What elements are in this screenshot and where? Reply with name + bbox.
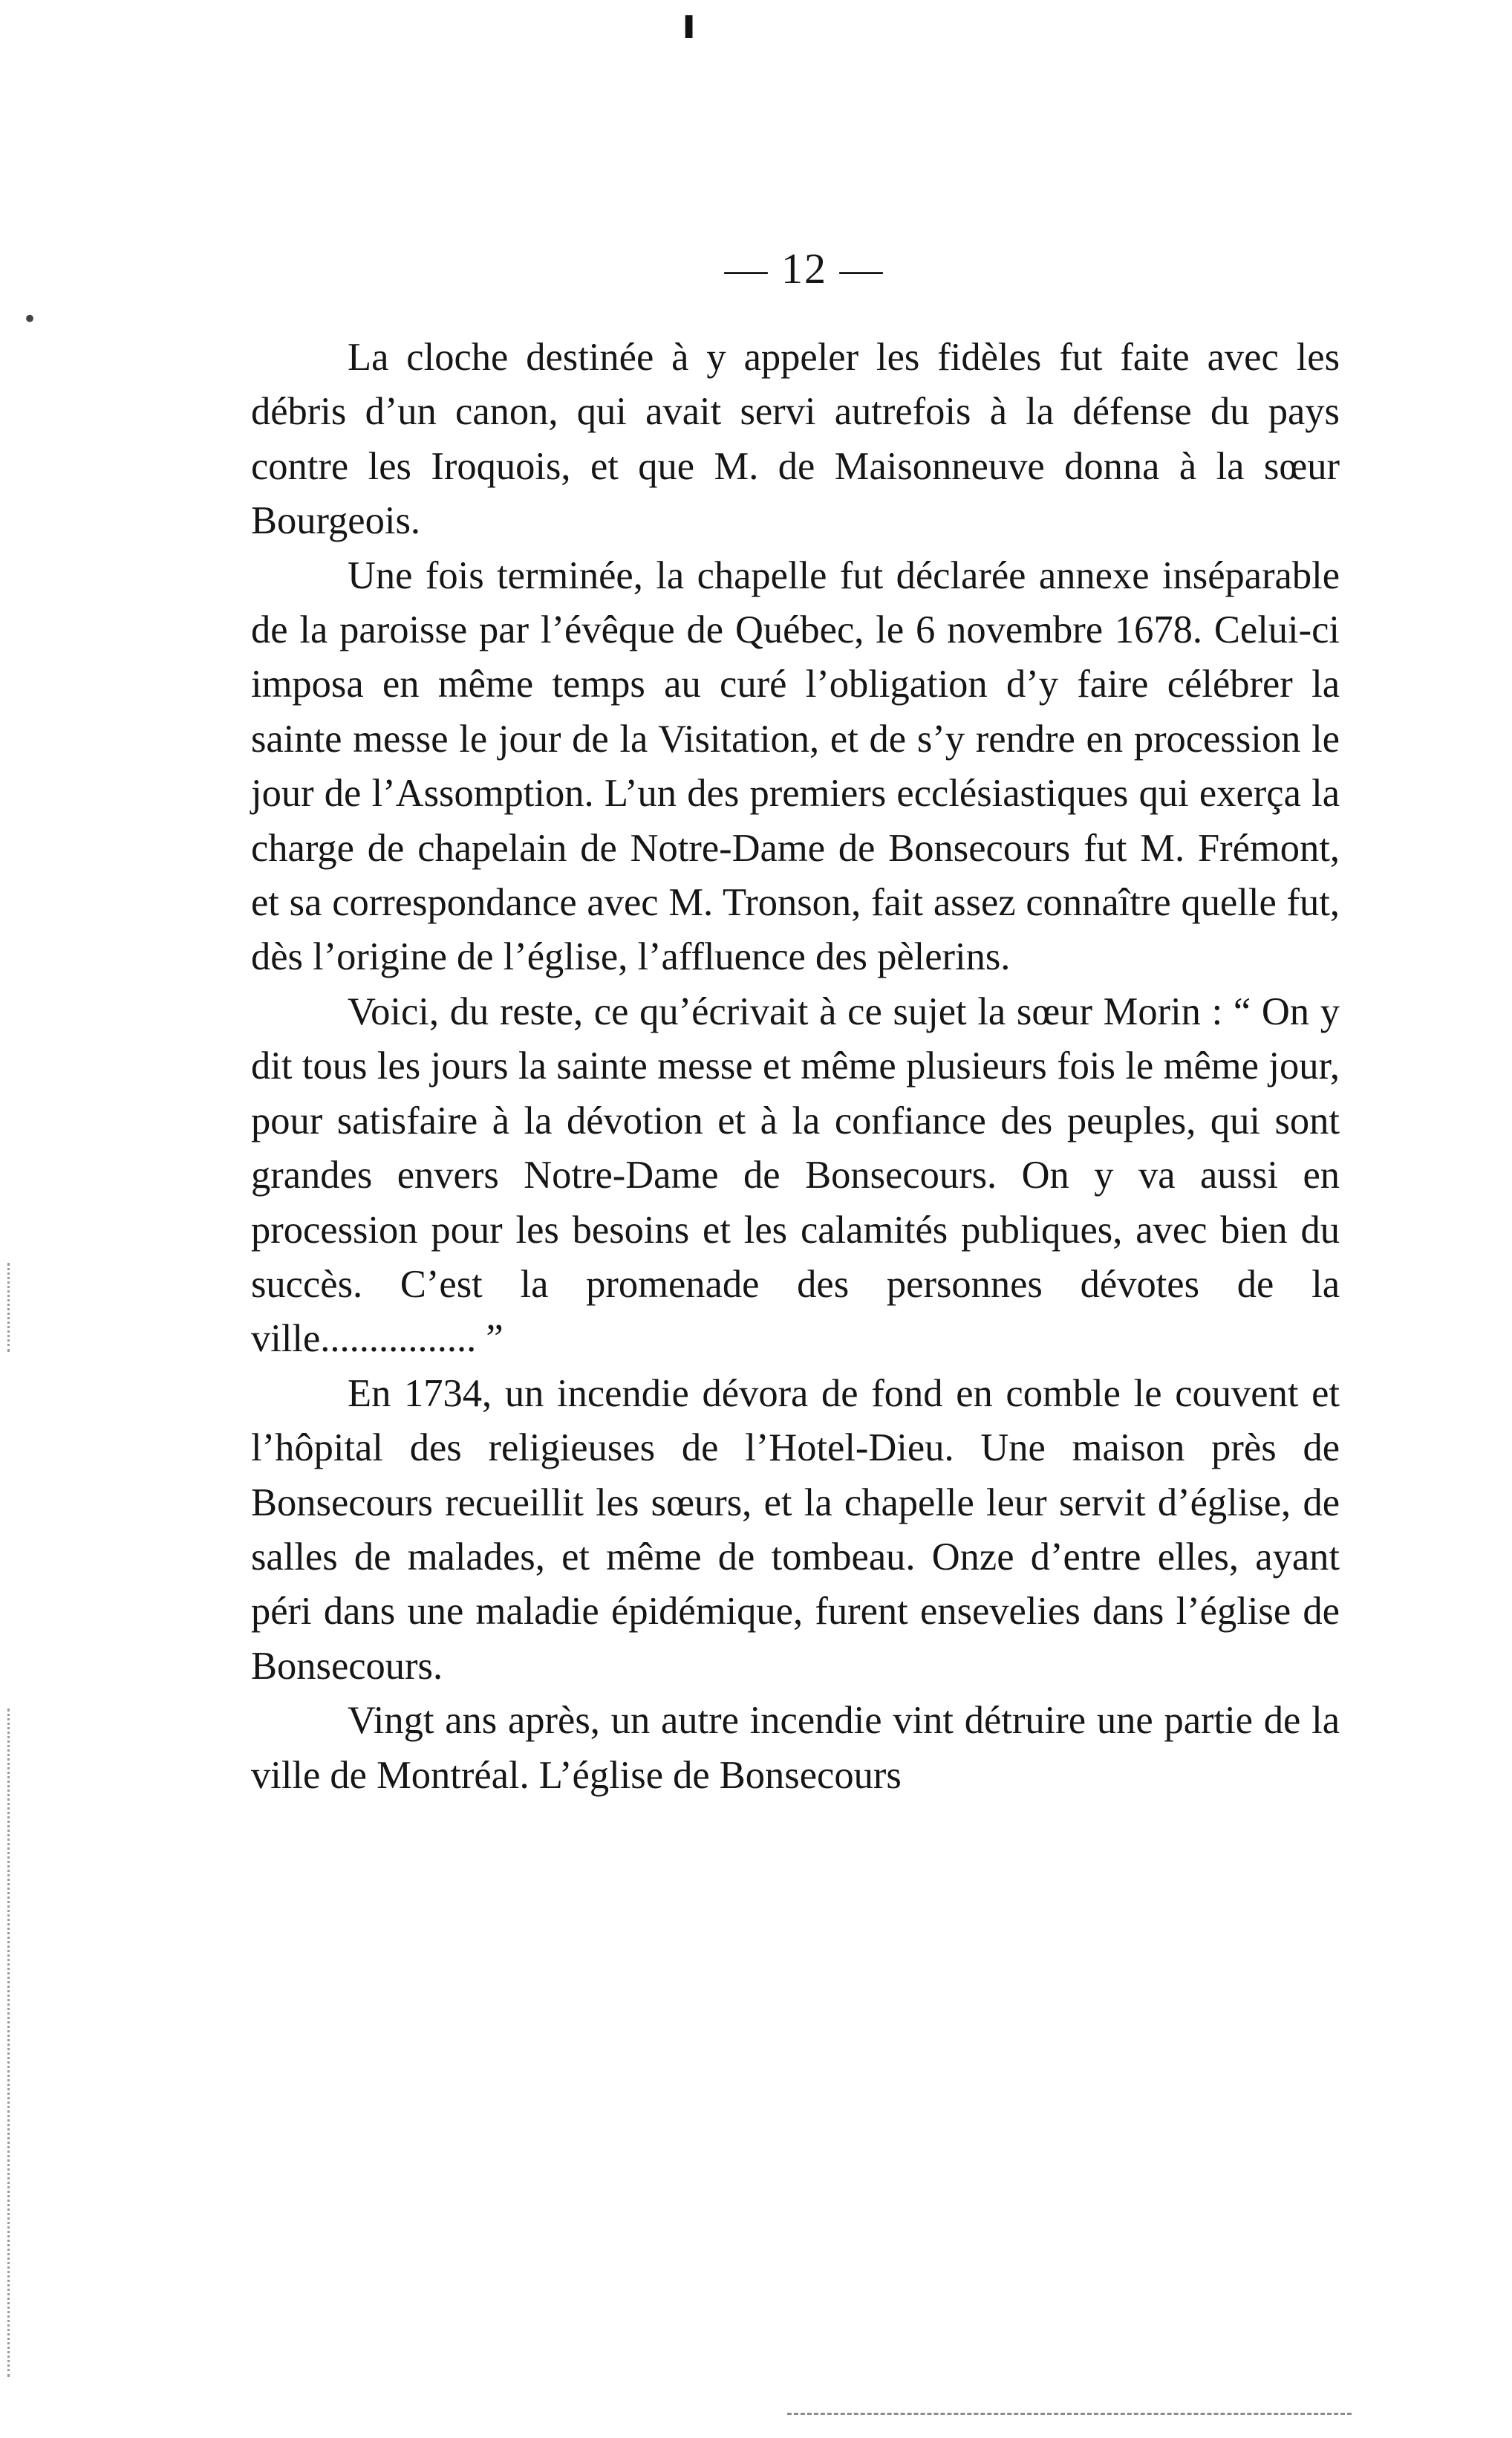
margin-scan-artifact bbox=[7, 1709, 10, 2377]
margin-scan-artifact bbox=[7, 1263, 10, 1352]
paragraph-5: Vingt ans après, un autre incendie vint détruire une partie de la ville de Montréal. L’église de Bonsecours bbox=[251, 1699, 1340, 1797]
bottom-scan-artifact bbox=[787, 2413, 1352, 2415]
paragraph-1: La cloche destinée à y appeler les fidèles fut faite avec les débris d’un canon, qui avait servi autrefois à la défense du pays contre les Iroquois, et que M. de Maisonneuve donna à la sœur Bourgeois. bbox=[251, 336, 1340, 543]
page-body bbox=[251, 331, 1340, 1803]
stray-ink-mark: ı bbox=[682, 0, 697, 48]
page-number: — 12 — bbox=[724, 244, 884, 293]
paragraph-3: Voici, du reste, ce qu’écrivait à ce sujet la sœur Morin : “ On y dit tous les jours la sainte messe et même plusieurs fois le même jour, pour satisfaire à la dévotion et à la confiance des peuples, qui sont grandes envers Notre-Dame de Bonsecours. On y va aussi en procession pour les besoins et les calamités publiques, avec bien du succès. C’est la promenade des personnes dévotes de la ville................ ” bbox=[251, 989, 1340, 1361]
paragraph-4: En 1734, un incendie dévora de fond en comble le couvent et l’hôpital des religieuses de l’Hotel-Dieu. Une maison près de Bonsecours recueillit les sœurs, et la chapelle leur servit d’église, de salles de malades, et même de tombeau. Onze d’entre elles, ayant péri dans une maladie épidémique, furent ensevelies dans l’église de Bonsecours. bbox=[251, 1371, 1340, 1688]
stray-ink-speck: • bbox=[22, 305, 38, 334]
paragraph-2: Une fois terminée, la chapelle fut déclarée annexe inséparable de la paroisse par l’évêque de Québec, le 6 novembre 1678. Celui-ci imposa en même temps au curé l’obligation d’y faire célébrer la sainte messe le jour de la Visitation, et de s’y rendre en procession le jour de l’Assomption. L’un des premiers ecclésiastiques qui exerça la charge de chapelain de Notre-Dame de Bonsecours fut M. Frémont, et sa correspondance avec M. Tronson, fait assez connaître quelle fut, dès l’origine de l’église, l’affluence des pèlerins. bbox=[251, 553, 1340, 979]
